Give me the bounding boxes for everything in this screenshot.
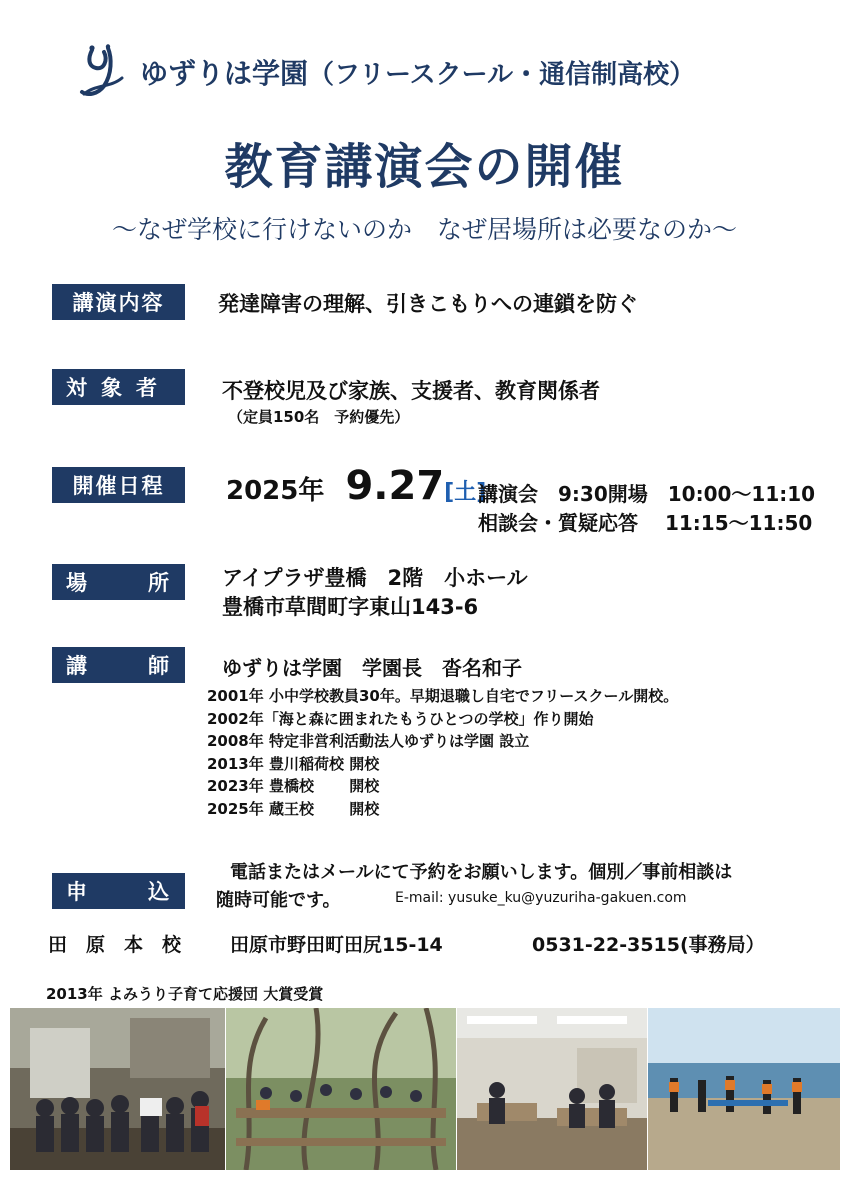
topic-label: 講演内容 [52, 284, 185, 320]
event-date [226, 463, 486, 509]
organization-header [140, 52, 695, 92]
award-text: 2013年 よみうり子育て応援団 大賞受賞 [46, 985, 324, 1003]
speaker-label [52, 647, 185, 683]
audience-label: 対象者 [52, 369, 185, 405]
speaker-history [207, 685, 678, 820]
yuzuriha-logo-icon [78, 44, 126, 100]
apply-label-left: 申 [66, 880, 89, 904]
audience-value: 不登校児及び家族、支援者、教育関係者 [222, 379, 600, 403]
history-item: 2013年 豊川稲荷校 開校 [207, 754, 380, 773]
main-school-address: 田原市野田町田尻15-14 [230, 934, 443, 956]
venue-address: 豊橋市草間町字東山143-6 [222, 595, 479, 619]
apply-label-right: 込 [148, 880, 171, 904]
history-item: 2001年 小中学校教員30年。早期退職し自宅でフリースクール開校。 [207, 687, 679, 705]
venue-name: アイプラザ豊橋 2階 小ホール [222, 566, 528, 590]
apply-instructions: 電話またはメールにて予約をお願いします。個別／事前相談は [230, 862, 733, 883]
apply-label [52, 873, 185, 909]
main-school-phone[interactable]: 0531-22-3515(事務局） [532, 934, 765, 956]
history-item: 2025年 蔵王校 開校 [207, 799, 380, 818]
speaker-name: ゆずりは学園 学園長 沓名和子 [222, 656, 522, 680]
photo-group-students [10, 1008, 225, 1170]
photo-classroom [457, 1008, 647, 1170]
history-item: 2023年 豊橋校 開校 [207, 777, 380, 795]
page-title: 教育講演会の開催 [224, 139, 625, 195]
photo-beach-kayak [648, 1008, 840, 1170]
history-item: 2008年 特定非営利活動法人ゆずりは学園 設立 [207, 732, 530, 750]
page-subtitle: ～なぜ学校に行けないのか なぜ居場所は必要なのか～ [111, 215, 737, 244]
org-name: ゆずりは学園 [140, 57, 309, 90]
schedule-consultation: 相談会・質疑応答 11:15～11:50 [478, 511, 813, 535]
schedule-lecture: 講演会 9:30開場 10:00～11:10 [478, 482, 816, 506]
history-item: 2002年「海と森に囲まれたもうひとつの学校」作り開始 [207, 709, 594, 728]
event-weekday: [土] [444, 480, 487, 505]
speaker-label-left: 講 [66, 654, 89, 678]
event-day: 9.27 [345, 463, 445, 509]
schedule-label: 開催日程 [52, 467, 185, 503]
venue-label [52, 564, 185, 600]
audience-note: （定員150名 予約優先） [228, 408, 410, 426]
venue-label-left: 場 [66, 571, 89, 595]
main-school-label: 田 原 本 校 [48, 934, 182, 956]
apply-instructions-cont: 随時可能です。 [216, 890, 341, 911]
apply-email[interactable]: E-mail: yusuke_ku@yuzuriha-gakuen.com [395, 890, 687, 906]
event-year: 2025年 [226, 476, 325, 506]
org-type: （フリースクール・通信制高校） [308, 60, 696, 90]
speaker-label-right: 師 [148, 654, 171, 678]
photo-treehouse [226, 1008, 456, 1170]
topic-value: 発達障害の理解、引きこもりへの連鎖を防ぐ [218, 292, 638, 316]
venue-label-right: 所 [148, 571, 171, 595]
